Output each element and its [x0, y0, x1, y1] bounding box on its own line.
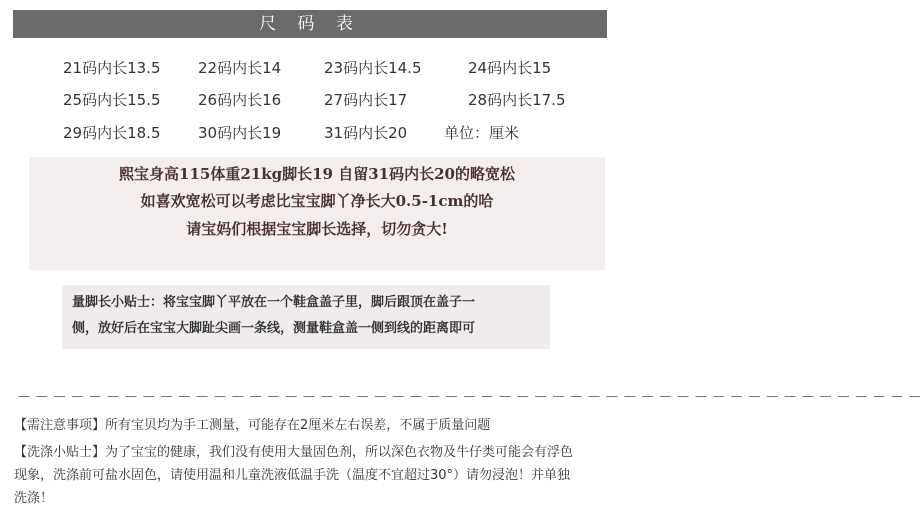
- notice-line: 【需注意事项】所有宝贝均为手工测量，可能存在2厘米左右误差，不属于质量问题: [14, 418, 491, 433]
- measuring-tips-box: [62, 285, 550, 349]
- size-cell: 24码内长15: [468, 59, 552, 77]
- size-cell: 31码内长20: [324, 124, 408, 142]
- size-cell: 30码内长19: [198, 124, 282, 142]
- fit-recommendation-box: [29, 157, 605, 270]
- tips-line: 量脚长小贴士：将宝宝脚丫平放在一个鞋盒盖子里，脚后跟顶在盖子一: [72, 295, 476, 310]
- size-chart-title: 尺 码 表: [13, 10, 607, 38]
- recommendation-line: 熙宝身高115体重21kg脚长19 自留31码内长20的略宽松: [119, 165, 515, 183]
- size-cell: 22码内长14: [198, 59, 282, 77]
- size-cell: 28码内长17.5: [468, 91, 566, 109]
- recommendation-line: 如喜欢宽松可以考虑比宝宝脚丫净长大0.5-1cm的哈: [140, 192, 494, 210]
- size-cell: 25码内长15.5: [63, 91, 161, 109]
- washing-tip-line: 洗涤！: [14, 491, 54, 506]
- size-cell: 29码内长18.5: [63, 124, 161, 142]
- recommendation-line: 请宝妈们根据宝宝脚长选择，切勿贪大!: [186, 220, 448, 238]
- size-cell: 23码内长14.5: [324, 59, 422, 77]
- washing-tip-line: 【洗涤小贴士】为了宝宝的健康，我们没有使用大量固色剂，所以深色衣物及牛仔类可能会有浮色: [14, 445, 574, 460]
- size-grid: [0, 0, 750, 150]
- washing-tip-line: 现象，洗涤前可盐水固色，请使用温和儿童洗液低温手洗（温度不宜超过30°）请勿浸泡！并单独: [14, 468, 571, 483]
- size-cell: 27码内长17: [324, 91, 408, 109]
- unit-label: 单位：厘米: [444, 124, 520, 142]
- divider: — — — — — — — — — — — — — — — — — — — — — — — — — — — — — — — — — — — — — — — — — — — — — — — — — — —: [18, 389, 922, 403]
- tips-line: 侧，放好后在宝宝大脚趾尖画一条线，测量鞋盒盖一侧到线的距离即可: [72, 321, 476, 336]
- size-cell: 26码内长16: [198, 91, 282, 109]
- size-cell: 21码内长13.5: [63, 59, 161, 77]
